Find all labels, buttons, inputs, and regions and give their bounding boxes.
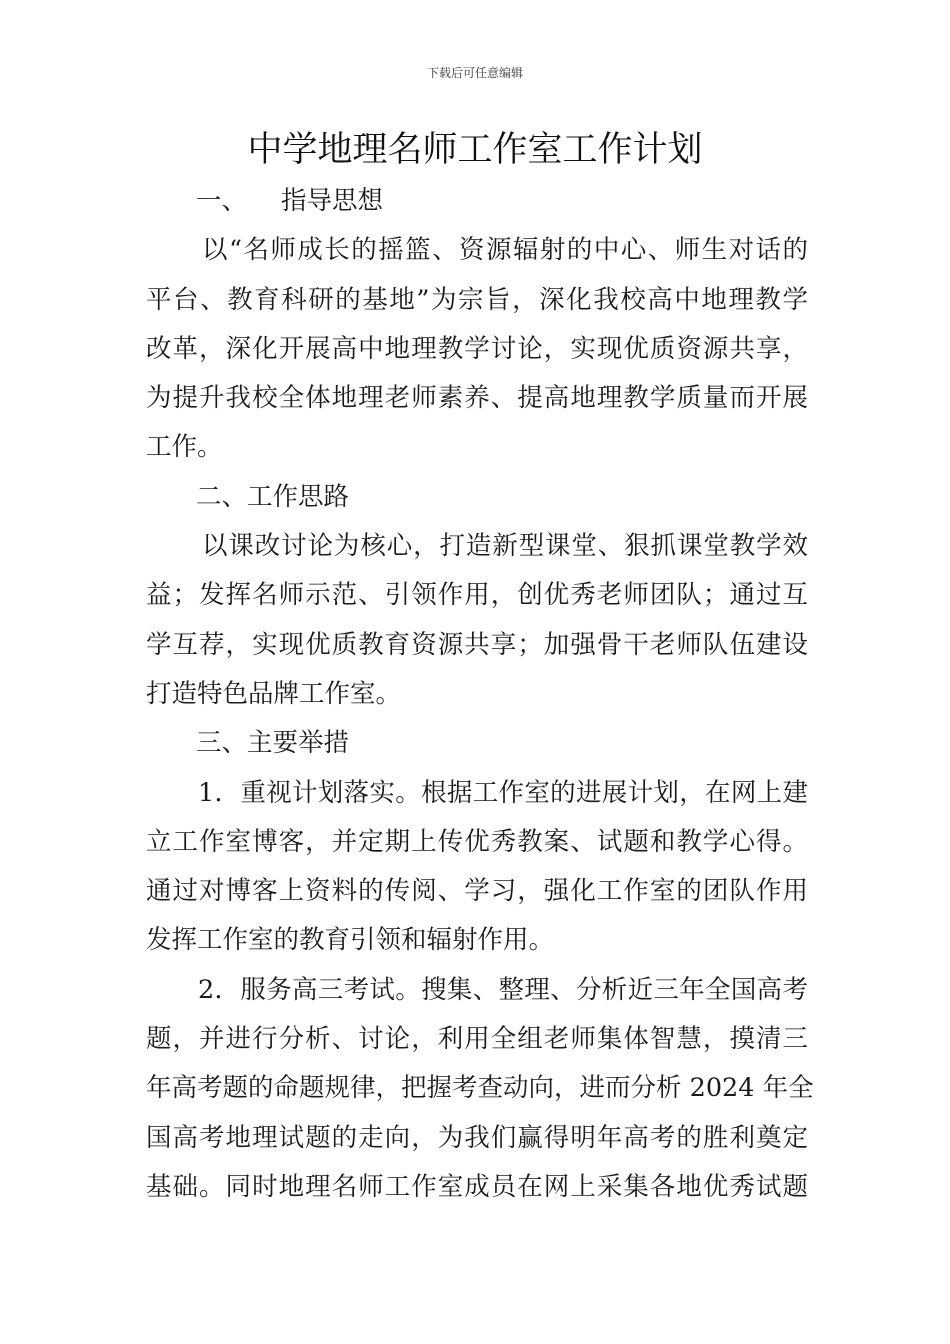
- list-item-line: 立工作室博客，并定期上传优秀教案、试题和教学心得。: [146, 826, 808, 857]
- paragraph-line: 益；发挥名师示范、引领作用，创优秀老师团队；通过互: [146, 580, 808, 611]
- paragraph-line: 打造特色品牌工作室。: [146, 678, 402, 709]
- paragraph-line: 改革，深化开展高中地理教学讨论，实现优质资源共享，: [146, 333, 808, 364]
- paragraph-line: 工作。: [146, 432, 223, 463]
- section-heading-number: 一、: [196, 186, 248, 216]
- section-heading-1: [146, 177, 808, 226]
- paragraph-line: 以课改讨论为核心，打造新型课堂、狠抓课堂教学效: [202, 531, 808, 562]
- section-heading-2: 二、工作思路: [196, 481, 350, 512]
- paragraph-line: 学互荐，实现优质教育资源共享；加强骨干老师队伍建设: [146, 629, 808, 660]
- list-item-line: 题，并进行分析、讨论，利用全组老师集体智慧，摸清三: [146, 1024, 808, 1055]
- list-item-line: 国高考地理试题的走向，为我们赢得明年高考的胜利奠定: [146, 1122, 808, 1153]
- paragraph-line: 为提升我校全体地理老师素养、提高地理教学质量而开展: [146, 383, 808, 414]
- list-item-line: 2．服务高三考试。搜集、整理、分析近三年全国高考: [198, 974, 808, 1005]
- list-item-line: 基础。同时地理名师工作室成员在网上采集各地优秀试题: [146, 1171, 808, 1202]
- section-heading-3: 三、主要举措: [196, 728, 350, 759]
- list-item-line: 年高考题的命题规律，把握考查动向，进而分析 2024 年全: [146, 1073, 814, 1104]
- document-body: [146, 177, 814, 1212]
- list-item-line: 发挥工作室的教育引领和辐射作用。: [146, 925, 555, 956]
- document-title: 中学地理名师工作室工作计划: [247, 130, 703, 170]
- list-item-line: 1．重视计划落实。根据工作室的进展计划，在网上建: [198, 777, 808, 808]
- paragraph-line: 平台、教育科研的基地”为宗旨，深化我校高中地理教学: [146, 284, 808, 315]
- list-item-line: 通过对博客上资料的传阅、学习，强化工作室的团队作用: [146, 876, 808, 907]
- section-heading-text: 指导思想: [281, 186, 384, 216]
- header-note: 下载后可任意编辑: [426, 66, 523, 80]
- paragraph-line: 以“名师成长的摇篮、资源辐射的中心、师生对话的: [202, 235, 808, 266]
